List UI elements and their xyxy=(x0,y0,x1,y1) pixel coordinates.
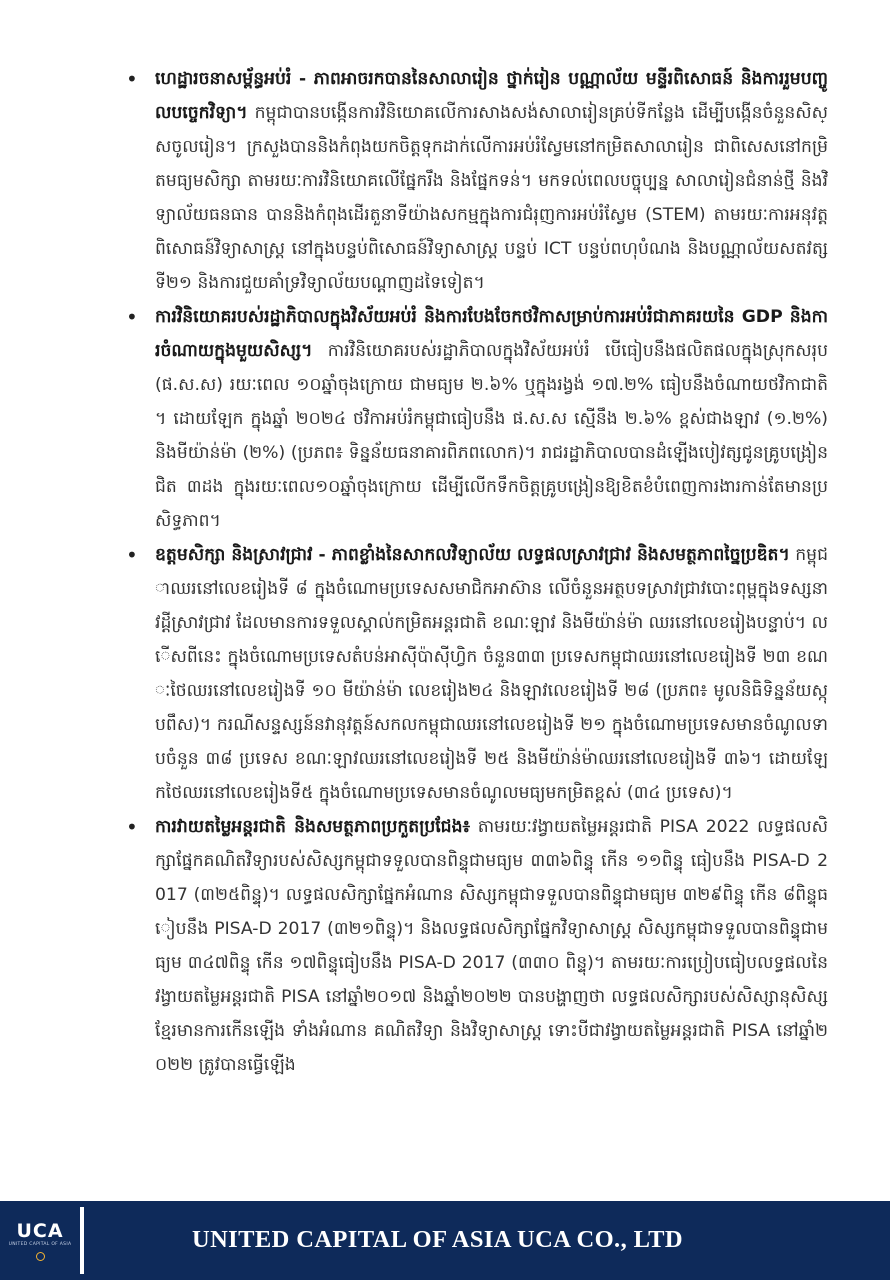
bullet-list xyxy=(0,62,890,1082)
bullet-heading: ការវិនិយោគរបស់រដ្ឋាភិបាលក្នុងវិស័យអប់រំ និងការបែងចែកថវិកាសម្រាប់ការអប់រំជាភាគរយនៃ GDP និងការចំណាយក្នុងមួយសិស្ស។ xyxy=(155,307,828,361)
logo-wordmark: UCA xyxy=(16,1219,64,1242)
bullet-icon: • xyxy=(126,305,138,329)
bullet-icon: • xyxy=(126,815,138,839)
list-item xyxy=(0,300,890,538)
list-item xyxy=(0,62,890,300)
list-item xyxy=(0,810,890,1082)
list-item xyxy=(0,538,890,810)
company-name: UNITED CAPITAL OF ASIA UCA CO., LTD xyxy=(192,1226,683,1253)
bullet-body: តាមរយៈវង្វាយតម្លៃអន្តរជាតិ PISA 2022 លទ្ធផលសិក្សាផ្នែកគណិតវិទ្យារបស់សិស្សកម្ពុជាទទួលបានពិន្ទុជាមធ្យម ៣៣៦ពិន្ទុ កើន ១១ពិន្ទុ ធៀបនឹង PISA-D 2017 (៣២៥ពិន្ទុ)។ លទ្ធផលសិក្សាផ្នែកអំណាន សិស្សកម្ពុជាទទួលបានពិន្ទុជាមធ្យម ៣២៩ពិន្ទុ កើន ៨ពិន្ទុធៀបនឹង PISA-D 2017 (៣២១ពិន្ទុ)។ និងលទ្ធផលសិក្សាផ្នែកវិទ្យាសាស្ត្រ សិស្សកម្ពុជាទទួលបានពិន្ទុជាមធ្យម ៣៤៧ពិន្ទុ កើន ១៧ពិន្ទុធៀបនឹង PISA-D 2017 (៣៣០ ពិន្ទុ)។ តាមរយៈការប្រៀបធៀបលទ្ធផលនៃវង្វាយតម្លៃអន្តរជាតិ PISA នៅឆ្នាំ២០១៧ និងឆ្នាំ២០២២ បានបង្ហាញថា លទ្ធផលសិក្សារបស់សិស្សានុសិស្សខ្មែរមានការកើនឡើង ទាំងអំណាន គណិតវិទ្យា និងវិទ្យាសាស្ត្រ ទោះបីជាវង្វាយតម្លៃអន្តរជាតិ PISA នៅឆ្នាំ២០២២ ត្រូវបានធ្វើឡើង xyxy=(155,817,828,1075)
logo-ring-icon xyxy=(36,1252,45,1261)
bullet-body: កម្ពុជាបានបង្កើនការវិនិយោគលើការសាងសង់សាលារៀនគ្រប់ទីកន្លែង ដើម្បីបង្កើនចំនួនសិស្សចូលរៀន។ ក្រសួងបាននិងកំពុងយកចិត្តទុកដាក់លើការអប់រំស្វែមនៅកម្រិតសាលារៀន ជាពិសេសនៅកម្រិតមធ្យមសិក្សា តាមរយៈការវិនិយោគលើផ្នែករឹង និងផ្នែកទន់។ មកទល់ពេលបច្ចុប្បន្ន សាលារៀនជំនាន់ថ្មី និងវិទ្យាល័យធនធាន បាននិងកំពុងដើរតួនាទីយ៉ាងសកម្មក្នុងការជំរុញការអប់រំស្វែម (STEM) តាមរយៈការអនុវត្តពិសោធន៍វិទ្យាសាស្ត្រ នៅក្នុងបន្ទប់ពិសោធន៍វិទ្យាសាស្ត្រ បន្ទប់ ICT បន្ទប់ពហុបំណង និងបណ្ណាល័យសតវត្សទី២១ និងការជួយគាំទ្រវិទ្យាល័យបណ្តាញដទៃទៀត។ xyxy=(155,103,828,293)
bullet-body: កម្ពុជាឈរនៅលេខរៀងទី ៨ ក្នុងចំណោមប្រទេសសមាជិកអាស៊ាន លើចំនួនអត្ថបទស្រាវជ្រាវបោះពុម្ពក្នុងទស្សនាវដ្ដីស្រាវជ្រាវ ដែលមានការទទួលស្គាល់កម្រិតអន្តរជាតិ ខណៈឡាវ និងមីយ៉ាន់ម៉ា ឈរនៅលេខរៀងបន្ទាប់។ លើសពីនេះ ក្នុងចំណោមប្រទេសតំបន់អាស៊ីប៉ាស៊ីហ្វិក ចំនួន៣៣ ប្រទេសកម្ពុជាឈរនៅលេខរៀងទី ២៣ ខណៈថៃឈរនៅលេខរៀងទី ១០ មីយ៉ាន់ម៉ា លេខរៀង២៤ និងឡាវលេខរៀងទី ២៨ (ប្រភព៖ មូលនិធិទិន្នន័យស្កុបពឹស)។ ករណីសន្ទស្សន៍នវានុវត្តន៍សកលកម្ពុជាឈរនៅលេខរៀងទី ២១ ក្នុងចំណោមប្រទេសមានចំណូលទាបចំនួន ៣៨ ប្រទេស ខណៈឡាវឈរនៅលេខរៀងទី ២៥ និងមីយ៉ាន់ម៉ាឈរនៅលេខរៀងទី ៣៦។ ដោយឡែកថៃឈរនៅលេខរៀងទី៥ ក្នុងចំណោមប្រទេសមានចំណូលមធ្យមកម្រិតខ្ពស់ (៣៤ ប្រទេស)។ xyxy=(155,545,828,803)
bullet-heading: ហេដ្ឋារចនាសម្ព័ន្ធអប់រំ - ភាពអាចរកបាននៃសាលារៀន ថ្នាក់រៀន បណ្ណាល័យ មន្ទីរពិសោធន៍ និងការរួមបញ្ចូលបច្ចេកវិទ្យា។ xyxy=(155,69,828,123)
bullet-heading: ឧត្តមសិក្សា និងស្រាវជ្រាវ - ភាពខ្លាំងនៃសាកលវិទ្យាល័យ លទ្ធផលស្រាវជ្រាវ និងសមត្ថភាពច្នៃប្រឌិត។ xyxy=(155,545,790,565)
footer-divider xyxy=(80,1207,84,1274)
footer-banner xyxy=(0,1201,890,1280)
bullet-icon: • xyxy=(126,67,138,91)
document-body xyxy=(0,62,890,1192)
logo-tagline: UNITED CAPITAL OF ASIA xyxy=(8,1241,72,1247)
bullet-heading: ការវាយតម្លៃអន្តរជាតិ និងសមត្ថភាពប្រកួតប្រជែង៖ xyxy=(155,817,471,837)
bullet-body: ការវិនិយោគរបស់រដ្ឋាភិបាលក្នុងវិស័យអប់រំ បើធៀបនឹងផលិតផលក្នុងស្រុកសរុប (ផ.ស.ស) រយៈពេល ១០ឆ្នាំចុងក្រោយ ជាមធ្យម ២.៦% ឬក្នុងរង្វង់ ១៧.២% ធៀបនឹងចំណាយថវិកាជាតិ។ ដោយឡែក ក្នុងឆ្នាំ ២០២៤ ថវិកាអប់រំកម្ពុជាធៀបនឹង ផ.ស.ស ស្មើនឹង ២.៦% ខ្ពស់ជាងឡាវ (១.២%) និងមីយ៉ាន់ម៉ា (២%) (ប្រភព៖ ទិន្នន័យធនាគារពិភពលោក)។ រាជរដ្ឋាភិបាលបានដំឡើងបៀវត្សជូនគ្រូបង្រៀនជិត ៣ដង ក្នុងរយៈពេល១០ឆ្នាំចុងក្រោយ ដើម្បីលើកទឹកចិត្តគ្រូបង្រៀនឱ្យខិតខំបំពេញការងារកាន់តែមានប្រសិទ្ធភាព។ xyxy=(155,341,828,531)
company-logo xyxy=(0,1201,80,1280)
bullet-icon: • xyxy=(126,543,138,567)
